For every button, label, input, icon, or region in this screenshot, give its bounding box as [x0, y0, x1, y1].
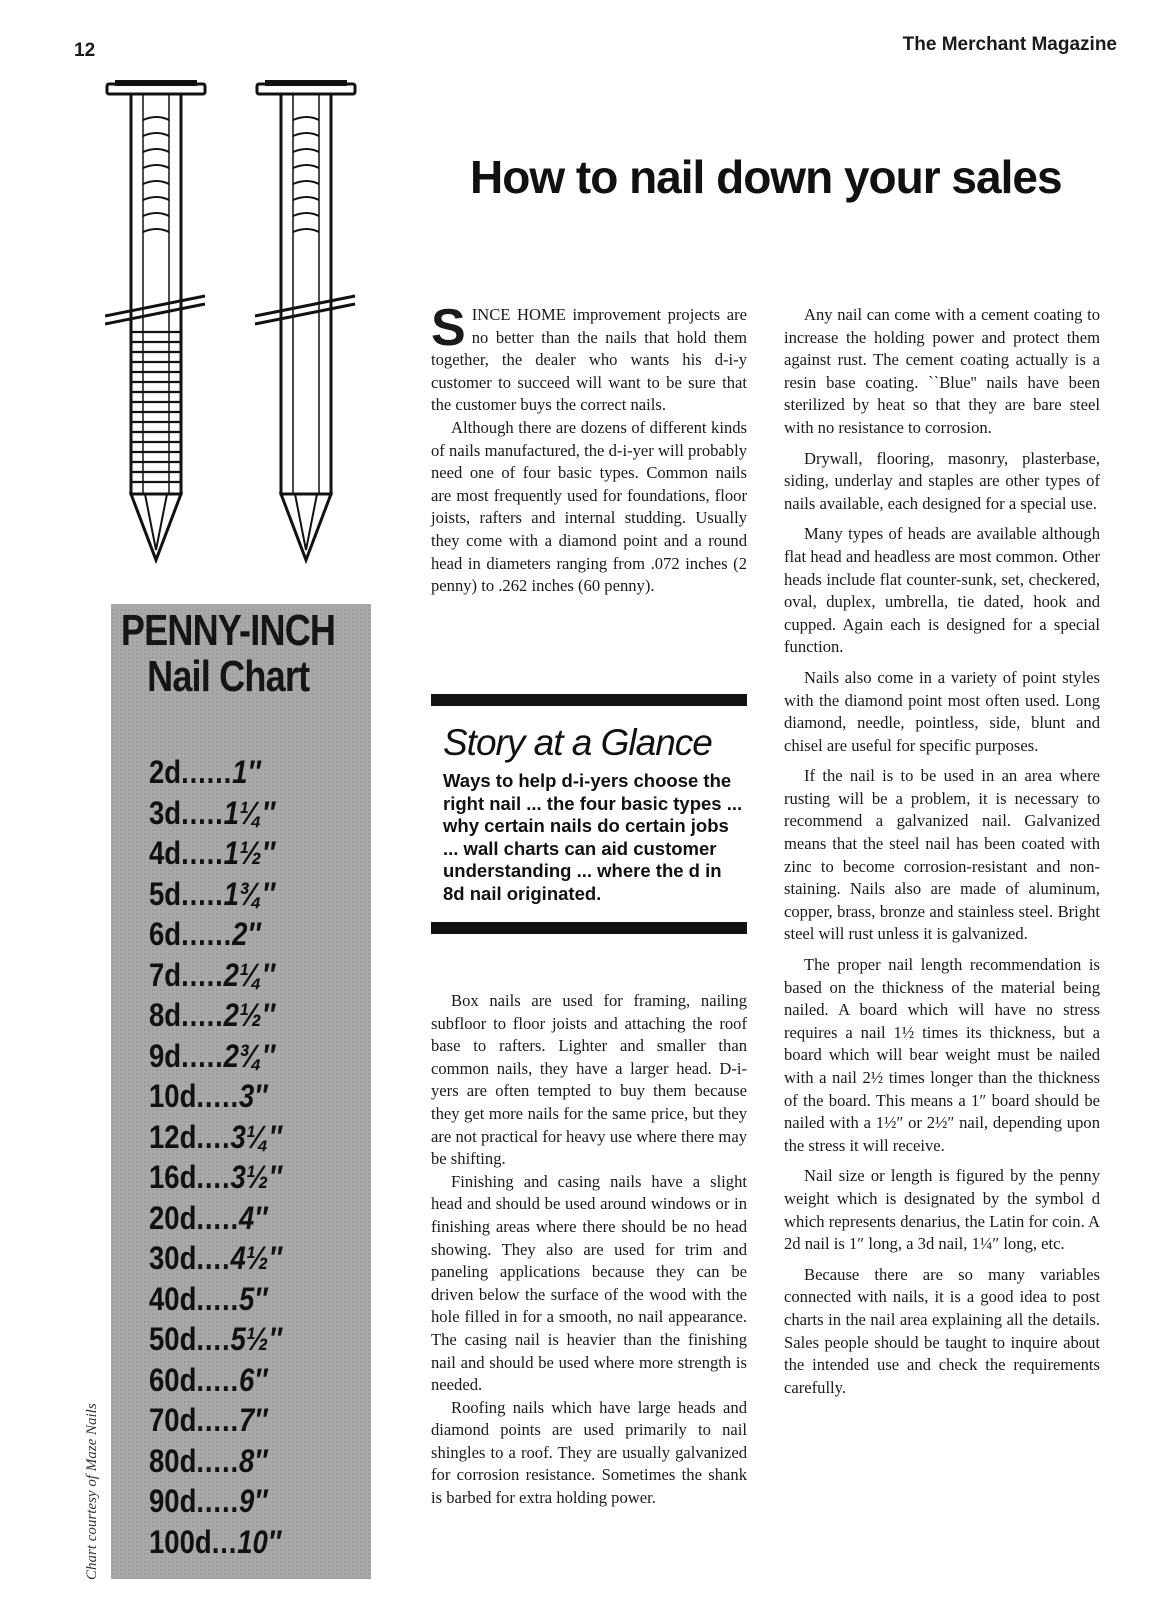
penny-size: 90d: [149, 1483, 197, 1519]
leader-dots: ....: [196, 1240, 231, 1276]
penny-size: 70d: [149, 1402, 197, 1438]
penny-size: 2d: [149, 754, 182, 790]
nail-length: 4½″: [230, 1240, 282, 1276]
penny-size: 100d: [149, 1523, 212, 1560]
leader-dots: .....: [196, 1402, 239, 1438]
leader-dots: ......: [181, 754, 233, 790]
chart-row: [149, 1036, 343, 1077]
penny-inch-nail-chart: [111, 604, 371, 1579]
chart-title-line2: Nail Chart: [147, 652, 310, 701]
chart-credit: Chart courtesy of Maze Nails: [84, 1403, 100, 1580]
nail-length: 1″: [232, 754, 261, 790]
penny-size: 4d: [149, 835, 182, 871]
leader-dots: .....: [181, 956, 224, 993]
chart-row: [149, 793, 343, 834]
chart-row: [149, 1198, 343, 1239]
nail-length: 8″: [238, 1442, 268, 1479]
chart-row: [149, 1279, 343, 1320]
glance-body: Ways to help d-i-yers choose the right nail ... the four basic types ... why certain nails do certain jobs ... wall charts can aid customer understanding ... where the d in 8d nail originated.: [443, 770, 743, 904]
chart-rows: [149, 752, 374, 1562]
chart-row: [149, 1319, 343, 1360]
article-paragraph: Roofing nails which have large heads and diamond points are used primarily to nail shingles to a roof. They are usually galvanized for corrosion resistance. Sometimes the shank is barbed for extra holding power.: [431, 1397, 747, 1508]
penny-size: 12d: [149, 1118, 197, 1155]
penny-size: 40d: [149, 1280, 197, 1317]
article-paragraph: If the nail is to be used in an area where rusting will be a problem, it is necessary to recommend a galvanized nail. Galvanized means that the steel nail has been coated with zinc to become corrosion-resistant and non-staining. Nails also are made of aluminum, copper, brass, bronze and stainless steel. Bright steel will rust unless it is galvanized.: [784, 766, 1100, 944]
nail-length: 2½″: [223, 997, 276, 1033]
nail-length: 7″: [238, 1402, 268, 1438]
leader-dots: .....: [181, 1037, 224, 1074]
chart-row: [149, 752, 343, 793]
penny-size: 60d: [149, 1361, 197, 1398]
leader-dots: ......: [181, 916, 233, 952]
headline: How to nail down your sales: [470, 151, 1062, 203]
nail-length: 1½″: [223, 835, 276, 871]
article-column-1-bottom: [431, 990, 747, 1510]
chart-title: [111, 604, 336, 701]
nail-length: 5″: [238, 1280, 268, 1317]
penny-size: 3d: [149, 794, 182, 831]
leader-dots: .....: [196, 1483, 239, 1519]
penny-size: 6d: [149, 916, 182, 952]
nail-length: 5½″: [230, 1321, 282, 1357]
nail-length: 10″: [237, 1523, 282, 1560]
nail-length: 3¼″: [230, 1118, 282, 1155]
chart-row: [149, 1157, 343, 1198]
chart-row: [149, 1522, 343, 1563]
penny-size: 16d: [149, 1159, 197, 1195]
smooth-shank-nail-icon: [255, 80, 355, 560]
leader-dots: .....: [181, 875, 224, 912]
leader-dots: .....: [181, 835, 224, 871]
chart-row: [149, 1441, 343, 1482]
article-paragraph: Nail size or length is figured by the penny weight which is designated by the symbol d which represents denarius, the Latin for coin. A 2d nail is 1″ long, a 3d nail, 1¼″ long, etc.: [784, 1166, 1100, 1254]
chart-row: [149, 1481, 343, 1522]
chart-row: [149, 833, 343, 874]
chart-row: [149, 995, 343, 1036]
chart-row: [149, 1076, 343, 1117]
chart-row: [149, 874, 343, 915]
penny-size: 50d: [149, 1321, 197, 1357]
nail-length: 2¾″: [223, 1037, 276, 1074]
penny-size: 80d: [149, 1442, 197, 1479]
chart-row: [149, 1117, 343, 1158]
penny-size: 10d: [149, 1078, 197, 1114]
leader-dots: .....: [196, 1280, 239, 1317]
leader-dots: .....: [196, 1361, 239, 1398]
nail-length: 6″: [238, 1361, 268, 1398]
nail-length: 4″: [238, 1199, 268, 1236]
nail-length: 1¾″: [223, 875, 276, 912]
leader-dots: ....: [196, 1159, 231, 1195]
article-paragraph: Although there are dozens of different kinds of nails manufactured, the d-i-yer will probably need one of four basic types. Common nails are most frequently used for foundations, floor joists, rafters and internal studding. Usually they come with a diamond point and a round head in diameters ranging from .072 inches (2 penny) to .262 inches (60 penny).: [431, 417, 747, 596]
article-paragraph: Any nail can come with a cement coating to increase the holding power and protect them against rust. The cement coating actually is a resin base coating. ``Blue'' nails have been sterilized by heat so that they are bare steel with no resistance to corrosion.: [784, 305, 1100, 437]
article-paragraph: Because there are so many variables connected with nails, it is a good idea to post charts in the nail area explaining all the details. Sales people should be taught to inquire about the intended use and check the requirements carefully.: [784, 1264, 1100, 1397]
leader-dots: .....: [181, 997, 224, 1033]
article-paragraph: Many types of heads are available although flat head and headless are most common. Other heads include flat counter-sunk, set, checkered, oval, duplex, umbrella, tie dated, hook and cupped. Again each is designed for a special function.: [784, 524, 1100, 657]
article-paragraph: The proper nail length recommendation is based on the thickness of the material being nailed. A board which will have no stress requires a nail 1½ times its thickness, but a board which will bear weight must be nailed with a nail 2½ times longer than the thickness of the board. This means a 1″ board should be nailed with a 1½″ or 2½″ nail, depending upon the stress it will receive.: [784, 955, 1100, 1155]
chart-row: [149, 955, 343, 996]
leader-dots: .....: [196, 1199, 239, 1236]
leader-dots: ....: [196, 1118, 231, 1155]
leader-dots: ....: [196, 1321, 231, 1357]
article-column-1-top: [431, 299, 747, 598]
paragraph-text: INCE HOME improvement projects are no better than the nails that hold them together, the dealer who wants his d-i-y customer to succeed will want to be sure that the customer buys the correct nails.: [431, 305, 747, 415]
penny-size: 8d: [149, 997, 182, 1033]
chart-row: [149, 1238, 343, 1279]
chart-title-line1: PENNY-INCH: [120, 606, 336, 655]
penny-size: 20d: [149, 1199, 197, 1236]
penny-size: 7d: [149, 956, 182, 993]
penny-size: 9d: [149, 1037, 182, 1074]
drop-cap: S: [431, 299, 466, 357]
chart-row: [149, 1400, 343, 1441]
leader-dots: ...: [211, 1523, 238, 1560]
glance-rule-top: [431, 694, 747, 706]
glance-rule-bottom: [431, 922, 747, 934]
article-paragraph: Box nails are used for framing, nailing subfloor to floor joists and attaching the roof base to rafters. Lighter and smaller than common nails, they have a larger head. D-i-yers are often tempted to buy them because they get more nails for the same price, but they are not practical for heavy use where there may be shifting.: [431, 991, 747, 1169]
nail-length: 1¼″: [223, 794, 276, 831]
chart-row: [149, 1360, 343, 1401]
leader-dots: .....: [196, 1442, 239, 1479]
nail-length: 3½″: [230, 1159, 282, 1195]
leader-dots: .....: [196, 1078, 239, 1114]
glance-title: Story at a Glance: [443, 722, 712, 763]
magazine-name: The Merchant Magazine: [902, 34, 1117, 55]
nail-length: 2″: [232, 916, 261, 952]
article-paragraph: Drywall, flooring, masonry, plasterbase, siding, underlay and staples are other types of nails available, each designed for a special use.: [784, 448, 1100, 513]
ring-shank-nail-icon: [105, 80, 205, 560]
article-column-2: [784, 304, 1100, 1399]
penny-size: 30d: [149, 1240, 197, 1276]
nail-illustration-icon: [105, 80, 370, 580]
article-paragraph: [431, 299, 747, 417]
nail-length: 9″: [238, 1483, 268, 1519]
chart-row: [149, 914, 343, 955]
page-number: 12: [74, 40, 96, 61]
penny-size: 5d: [149, 875, 182, 912]
article-paragraph: Nails also come in a variety of point styles with the diamond point most often used. Long diamond, needle, pointless, side, blunt and chisel are useful for specific purposes.: [784, 667, 1100, 755]
leader-dots: .....: [181, 794, 224, 831]
nail-length: 2¼″: [223, 956, 276, 993]
nail-length: 3″: [238, 1078, 268, 1114]
article-paragraph: Finishing and casing nails have a slight head and should be used around windows or in finishing areas where there should be no head showing. They also are used for trim and paneling applications because they can be driven below the surface of the wood with the hole filled in for a smooth, no nail appearance. The casing nail is heavier than the finishing nail and should be used where more strength is needed.: [431, 1171, 747, 1395]
